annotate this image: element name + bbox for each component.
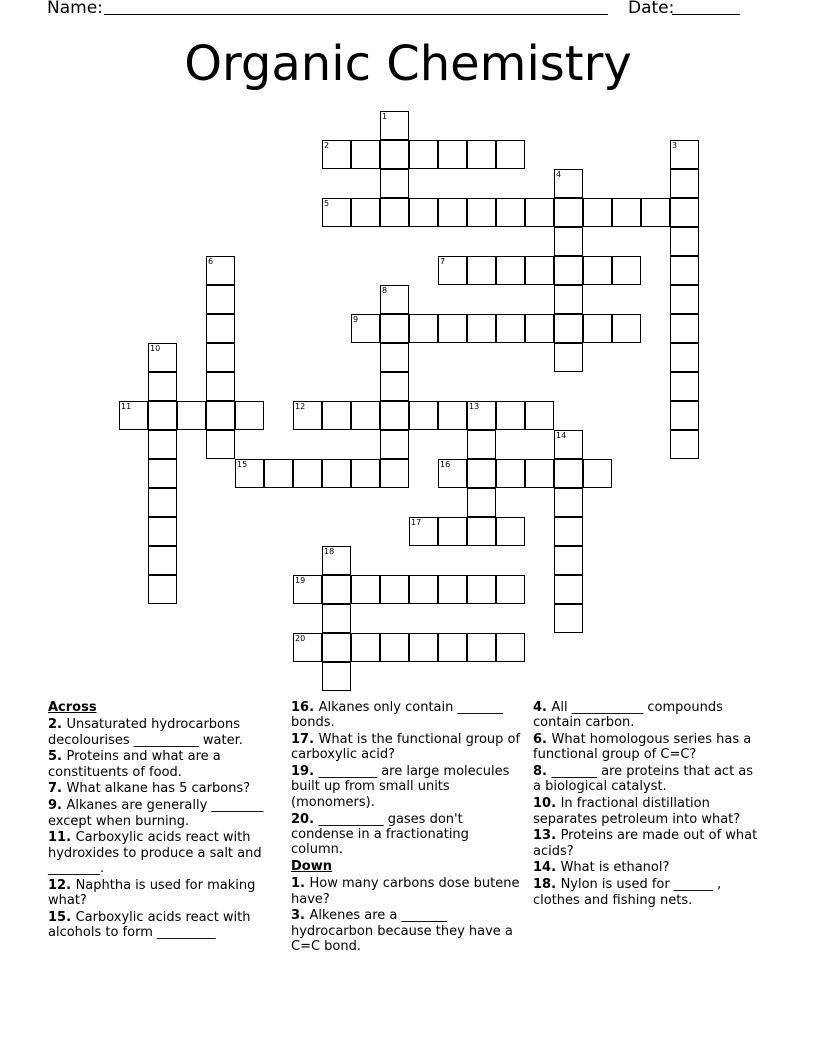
grid-cell[interactable] xyxy=(148,430,177,459)
grid-cell[interactable] xyxy=(467,633,496,662)
grid-cell[interactable] xyxy=(148,459,177,488)
clue-number: 14 xyxy=(556,431,567,440)
clue-item: 8. _______ are proteins that act as a biological catalyst. xyxy=(533,764,754,795)
grid-cell[interactable] xyxy=(293,401,322,430)
grid-cell[interactable] xyxy=(612,198,641,227)
grid-cell[interactable] xyxy=(380,633,409,662)
clue-item: 7. What alkane has 5 carbons? xyxy=(48,781,251,797)
grid-cell[interactable] xyxy=(554,488,583,517)
clues-column-2 xyxy=(291,700,523,956)
grid-cell[interactable] xyxy=(148,343,177,372)
clue-item: 18. Nylon is used for ______ , clothes and fishing nets. xyxy=(533,877,722,908)
clue-item: 12. Naphtha is used for making what? xyxy=(48,877,256,909)
clue-number: 6 xyxy=(208,257,214,266)
grid-cell[interactable] xyxy=(409,314,438,343)
clue-number: 2 xyxy=(324,141,330,150)
grid-cell[interactable] xyxy=(467,517,496,546)
grid-cell[interactable] xyxy=(438,198,467,227)
grid-cell[interactable] xyxy=(235,401,264,430)
grid-cell[interactable] xyxy=(554,517,583,546)
grid-cell[interactable] xyxy=(612,256,641,285)
clues-column-1 xyxy=(48,700,278,942)
grid-cell[interactable] xyxy=(438,401,467,430)
grid-cell[interactable] xyxy=(380,198,409,227)
clue-number: 1 xyxy=(382,112,388,121)
clue-item: 2. Unsaturated hydrocarbons decolourises __________ water. xyxy=(48,717,243,748)
grid-cell[interactable] xyxy=(554,198,583,227)
grid-cell[interactable] xyxy=(206,372,235,401)
grid-cell[interactable] xyxy=(148,372,177,401)
clue-item: 17. What is the functional group of carboxylic acid? xyxy=(291,732,521,763)
grid-cell[interactable] xyxy=(467,488,496,517)
clue-number: 17 xyxy=(411,518,422,527)
date-label: Date: xyxy=(628,0,675,18)
grid-cell[interactable] xyxy=(322,546,351,575)
clue-number: 12 xyxy=(295,402,306,411)
grid-cell[interactable] xyxy=(554,314,583,343)
grid-cell[interactable] xyxy=(206,343,235,372)
grid-cell[interactable] xyxy=(496,401,525,430)
grid-cell[interactable] xyxy=(438,633,467,662)
grid-cell[interactable] xyxy=(351,575,380,604)
grid-cell[interactable] xyxy=(583,314,612,343)
grid-cell[interactable] xyxy=(322,140,351,169)
clue-item: 6. What homologous series has a functional group of C=C? xyxy=(533,732,752,763)
clue-number: 19 xyxy=(295,576,306,585)
grid-cell[interactable] xyxy=(670,430,699,459)
down-heading: Down xyxy=(291,858,332,874)
grid-cell[interactable] xyxy=(641,198,670,227)
grid-cell[interactable] xyxy=(380,575,409,604)
grid-cell[interactable] xyxy=(409,140,438,169)
grid-cell[interactable] xyxy=(322,401,351,430)
grid-cell[interactable] xyxy=(467,459,496,488)
clues-column-3 xyxy=(533,700,763,909)
grid-cell[interactable] xyxy=(554,256,583,285)
grid-cell[interactable] xyxy=(380,111,409,140)
grid-cell[interactable] xyxy=(467,198,496,227)
clue-item: 4. All ___________ compounds contain carbon. xyxy=(533,700,723,731)
grid-cell[interactable] xyxy=(670,256,699,285)
grid-cell[interactable] xyxy=(409,517,438,546)
grid-cell[interactable] xyxy=(438,459,467,488)
grid-cell[interactable] xyxy=(380,169,409,198)
grid-cell[interactable] xyxy=(206,314,235,343)
clue-number: 16 xyxy=(440,460,451,469)
grid-cell[interactable] xyxy=(438,256,467,285)
grid-cell[interactable] xyxy=(554,459,583,488)
grid-cell[interactable] xyxy=(322,633,351,662)
grid-cell[interactable] xyxy=(409,575,438,604)
grid-cell[interactable] xyxy=(380,372,409,401)
clue-number: 11 xyxy=(121,402,132,411)
clue-number: 8 xyxy=(382,286,388,295)
grid-cell[interactable] xyxy=(206,430,235,459)
clue-item: 11. Carboxylic acids react with hydroxides to produce a salt and ________. xyxy=(48,830,262,876)
grid-cell[interactable] xyxy=(351,633,380,662)
grid-cell[interactable] xyxy=(467,314,496,343)
grid-cell[interactable] xyxy=(554,430,583,459)
grid-cell[interactable] xyxy=(322,575,351,604)
grid-cell[interactable] xyxy=(293,633,322,662)
grid-cell[interactable] xyxy=(467,575,496,604)
grid-cell[interactable] xyxy=(293,459,322,488)
page-title: Organic Chemistry xyxy=(184,36,632,92)
clue-item: 15. Carboxylic acids react with alcohols to form _________ xyxy=(48,909,251,941)
grid-cell[interactable] xyxy=(322,604,351,633)
across-heading: Across xyxy=(48,700,97,715)
grid-cell[interactable] xyxy=(409,401,438,430)
grid-cell[interactable] xyxy=(467,401,496,430)
grid-cell[interactable] xyxy=(496,198,525,227)
grid-cell[interactable] xyxy=(380,343,409,372)
grid-cell[interactable] xyxy=(525,459,554,488)
grid-cell[interactable] xyxy=(467,256,496,285)
grid-cell[interactable] xyxy=(670,198,699,227)
grid-cell[interactable] xyxy=(670,401,699,430)
grid-cell[interactable] xyxy=(525,401,554,430)
clue-number: 9 xyxy=(353,315,359,324)
name-label: Name: xyxy=(47,0,103,18)
grid-cell[interactable] xyxy=(264,459,293,488)
grid-cell[interactable] xyxy=(554,546,583,575)
grid-cell[interactable] xyxy=(409,198,438,227)
grid-cell[interactable] xyxy=(206,401,235,430)
clue-item: 20. __________ gases don't condense in a fractionating column. xyxy=(291,811,469,858)
grid-cell[interactable] xyxy=(351,314,380,343)
grid-cell[interactable] xyxy=(670,343,699,372)
grid-cell[interactable] xyxy=(554,285,583,314)
grid-cell[interactable] xyxy=(670,372,699,401)
grid-cell[interactable] xyxy=(148,401,177,430)
grid-cell[interactable] xyxy=(148,575,177,604)
grid-cell[interactable] xyxy=(496,517,525,546)
grid-cell[interactable] xyxy=(583,256,612,285)
clue-number: 10 xyxy=(150,344,161,353)
grid-cell[interactable] xyxy=(380,285,409,314)
clue-number: 13 xyxy=(469,402,480,411)
clue-item: 10. In fractional distillation separates petroleum into what? xyxy=(533,796,741,827)
grid-cell[interactable] xyxy=(380,430,409,459)
grid-cell[interactable] xyxy=(380,314,409,343)
grid-cell[interactable] xyxy=(438,140,467,169)
grid-cell[interactable] xyxy=(322,662,351,691)
grid-cell[interactable] xyxy=(206,285,235,314)
grid-cell[interactable] xyxy=(554,575,583,604)
clue-number: 3 xyxy=(672,141,678,150)
grid-cell[interactable] xyxy=(496,633,525,662)
grid-cell[interactable] xyxy=(583,198,612,227)
clue-item: 19. _________ are large molecules built up from small units (monomers). xyxy=(291,764,510,810)
grid-cell[interactable] xyxy=(554,169,583,198)
grid-cell[interactable] xyxy=(496,459,525,488)
clue-number: 18 xyxy=(324,547,335,556)
grid-cell[interactable] xyxy=(380,459,409,488)
grid-cell[interactable] xyxy=(351,459,380,488)
grid-cell[interactable] xyxy=(670,285,699,314)
grid-cell[interactable] xyxy=(670,314,699,343)
clue-item: 16. Alkanes only contain _______ bonds. xyxy=(291,700,503,731)
clue-item: 14. What is ethanol? xyxy=(533,860,670,876)
grid-cell[interactable] xyxy=(235,459,264,488)
grid-cell[interactable] xyxy=(496,140,525,169)
grid-cell[interactable] xyxy=(351,198,380,227)
grid-cell[interactable] xyxy=(322,459,351,488)
grid-cell[interactable] xyxy=(380,140,409,169)
grid-cell[interactable] xyxy=(409,633,438,662)
grid-cell[interactable] xyxy=(148,488,177,517)
grid-cell[interactable] xyxy=(525,314,554,343)
clue-item: 13. Proteins are made out of what acids? xyxy=(533,828,758,859)
clue-number: 5 xyxy=(324,199,330,208)
grid-cell[interactable] xyxy=(670,227,699,256)
grid-cell[interactable] xyxy=(322,198,351,227)
clue-item: 5. Proteins and what are a constituents of food. xyxy=(48,749,221,780)
grid-cell[interactable] xyxy=(438,517,467,546)
grid-cell[interactable] xyxy=(554,343,583,372)
grid-cell[interactable] xyxy=(351,401,380,430)
clue-number: 15 xyxy=(237,460,248,469)
grid-cell[interactable] xyxy=(612,314,641,343)
grid-cell[interactable] xyxy=(177,401,206,430)
grid-cell[interactable] xyxy=(525,256,554,285)
grid-cell[interactable] xyxy=(438,314,467,343)
grid-cell[interactable] xyxy=(351,140,380,169)
grid-cell[interactable] xyxy=(148,546,177,575)
grid-cell[interactable] xyxy=(380,401,409,430)
clue-number: 20 xyxy=(295,634,306,643)
grid-cell[interactable] xyxy=(525,198,554,227)
grid-cell[interactable] xyxy=(496,314,525,343)
clue-item: 9. Alkanes are generally ________ except when burning. xyxy=(48,798,264,829)
grid-cell[interactable] xyxy=(206,256,235,285)
grid-cell[interactable] xyxy=(554,227,583,256)
grid-cell[interactable] xyxy=(438,575,467,604)
clue-number: 7 xyxy=(440,257,446,266)
grid-cell[interactable] xyxy=(670,169,699,198)
grid-cell[interactable] xyxy=(467,140,496,169)
grid-cell[interactable] xyxy=(496,575,525,604)
grid-cell[interactable] xyxy=(670,140,699,169)
grid-cell[interactable] xyxy=(467,430,496,459)
grid-cell[interactable] xyxy=(496,256,525,285)
grid-cell[interactable] xyxy=(119,401,148,430)
grid-cell[interactable] xyxy=(554,604,583,633)
grid-cell[interactable] xyxy=(293,575,322,604)
clue-item: 1. How many carbons dose butene have? xyxy=(291,876,520,907)
grid-cell[interactable] xyxy=(583,459,612,488)
clue-item: 3. Alkenes are a _______ hydrocarbon because they have a C=C bond. xyxy=(291,908,513,954)
grid-cell[interactable] xyxy=(148,517,177,546)
clue-number: 4 xyxy=(556,170,562,179)
